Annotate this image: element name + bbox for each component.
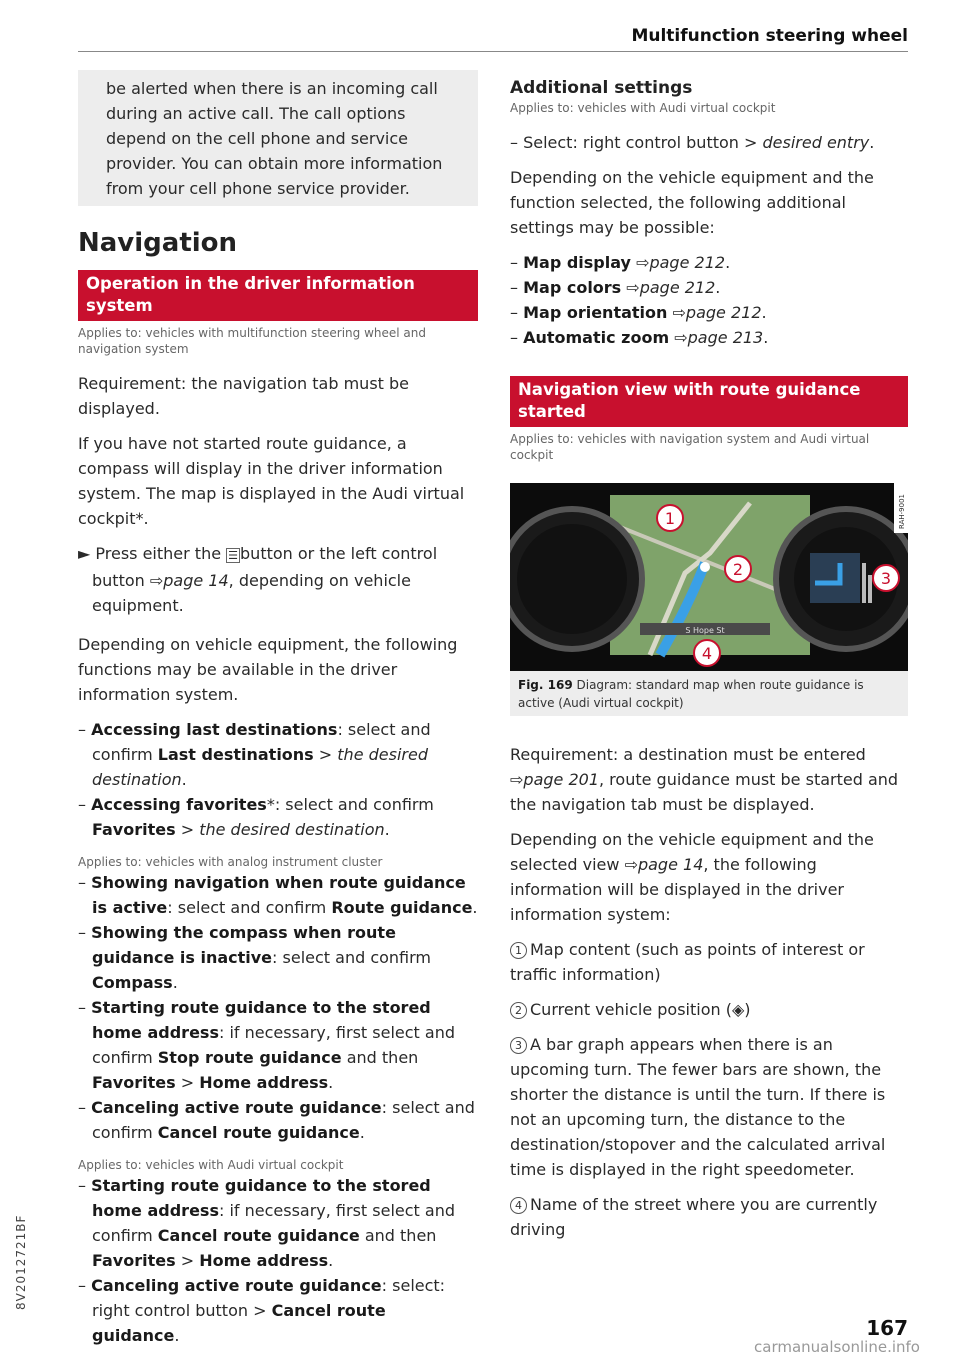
svg-text:4: 4 (701, 644, 713, 663)
document-code: 8V2012721BF (14, 1214, 28, 1310)
note-box: be alerted when there is an incoming call during an active call. The call options depend on the cell phone and service provider. You can obtain more information from your cell phone service provider. (78, 70, 478, 206)
vehicle-position-icon (700, 562, 710, 572)
section-title: Navigation (78, 228, 238, 258)
arrow-icon: ⇨ (149, 571, 164, 590)
turn-preview (810, 553, 860, 603)
list-item: – Map display ⇨page 212. (510, 253, 731, 272)
legend-item: 2 Current vehicle position (◈) (510, 997, 908, 1022)
arrow-icon: ⇨ (672, 303, 686, 322)
paragraph: Depending on the vehicle equipment and the function selected, the following additional settings may be possible: (510, 168, 874, 237)
list-item: – Showing the compass when route guidance is inactive: select and confirm Compass. (78, 923, 432, 992)
callout-number-icon: 4 (510, 1197, 527, 1214)
function-list (78, 717, 478, 842)
page-reference[interactable]: page 14 (637, 855, 704, 874)
figure-code: RAH-9001 (898, 494, 906, 529)
list-item: – Automatic zoom ⇨page 213. (510, 328, 769, 347)
page-reference[interactable]: page 212 (685, 303, 762, 322)
function-list (78, 1173, 478, 1348)
paragraph: Depending on vehicle equipment, the following functions may be available in the driver information system. (78, 635, 458, 704)
page-reference[interactable]: page 201 (523, 770, 599, 789)
page-reference[interactable]: page 212 (639, 278, 716, 297)
header-rule (78, 51, 908, 52)
applies-to: Applies to: vehicles with analog instrument cluster (78, 855, 383, 869)
legend-item: 4 Name of the street where you are currently driving (510, 1195, 878, 1239)
list-item: – Canceling active route guidance: select and confirm Cancel route guidance. (78, 1098, 475, 1142)
list-item: – Starting route guidance to the stored home address: if necessary, first select and confirm Cancel route guidance and then Favorites > Home address. (78, 1176, 456, 1270)
street-label: S Hope St (685, 626, 725, 635)
svg-text:1: 1 (664, 509, 676, 528)
paragraph: Requirement: a destination must be entered ⇨page 201, route guidance must be started and the navigation tab must be displayed. (510, 745, 899, 814)
figure-caption: Fig. 169 Diagram: standard map when route guidance is active (Audi virtual cockpit) (510, 671, 908, 716)
callout-1 (657, 505, 683, 531)
arrow-icon: ⇨ (636, 253, 650, 272)
list-item: – Accessing favorites*: select and confirm Favorites > the desired destination. (78, 795, 434, 839)
left-column (78, 70, 478, 1348)
subsection-title: Additional settings (510, 78, 693, 98)
red-section-header: Navigation view with route guidance started (510, 376, 908, 427)
paragraph: If you have not started route guidance, a compass will display in the driver information system. The map is displayed in the Audi virtual cockpit*. (78, 434, 465, 528)
applies-to: Applies to: vehicles with multifunction steering wheel and navigation system (78, 326, 426, 356)
right-column (510, 78, 908, 1242)
triangle-bullet-icon: ► (78, 544, 96, 563)
legend-item: 3 A bar graph appears when there is an upcoming turn. The fewer bars are shown, the shorter the distance is until the turn. If there is not an upcoming turn, the distance to the destination/stopover and the calculated arrival time is displayed in the right speedometer. (510, 1035, 886, 1179)
figure (510, 483, 908, 716)
list-item: – Accessing last destinations: select and confirm Last destinations > the desired destination. (78, 720, 431, 789)
page-number: 167 (866, 1316, 908, 1340)
instruction-bullet: ► Press either the ☰ button or the left control button ⇨page 14, depending on vehicle equipment. (78, 544, 438, 615)
callout-number-icon: 3 (510, 1037, 527, 1054)
callout-3 (873, 565, 899, 591)
watermark: carmanualsonline.info (754, 1338, 920, 1356)
applies-to: Applies to: vehicles with navigation system and Audi virtual cockpit (510, 432, 870, 462)
callout-2 (725, 556, 751, 582)
arrow-icon: ⇨ (674, 328, 688, 347)
list-item: – Showing navigation when route guidance is active: select and confirm Route guidance. (78, 873, 478, 917)
page-header-title: Multifunction steering wheel (631, 26, 908, 46)
list-item: – Map orientation ⇨page 212. (510, 303, 767, 322)
legend-list (510, 937, 908, 1242)
paragraph: Depending on the vehicle equipment and the selected view ⇨page 14, the following information will be displayed in the driver information system: (510, 830, 874, 924)
svg-text:2: 2 (732, 560, 744, 579)
arrow-icon: ⇨ (626, 278, 640, 297)
list-item: – Canceling active route guidance: select: right control button > Cancel route guidance. (78, 1276, 446, 1345)
list-item: – Map colors ⇨page 212. (510, 278, 721, 297)
callout-number-icon: 2 (510, 1002, 527, 1019)
cockpit-diagram (510, 483, 908, 671)
page-reference[interactable]: page 212 (649, 253, 726, 272)
select-instruction: – Select: right control button > desired entry. (510, 133, 875, 152)
applies-to: Applies to: vehicles with Audi virtual cockpit (78, 1158, 344, 1172)
page-reference[interactable]: page 213 (687, 328, 764, 347)
cockpit-svg (510, 483, 908, 671)
svg-text:3: 3 (880, 569, 892, 588)
applies-to: Applies to: vehicles with Audi virtual cockpit (510, 101, 776, 115)
red-section-header: Operation in the driver information system (78, 270, 478, 321)
callout-4 (694, 640, 720, 666)
menu-button-icon: ☰ (228, 549, 239, 562)
callout-number-icon: 1 (510, 942, 527, 959)
legend-item: 1 Map content (such as points of interest or traffic information) (510, 940, 865, 984)
arrow-icon: ⇨ (510, 770, 524, 789)
paragraph: Requirement: the navigation tab must be displayed. (78, 374, 410, 418)
arrow-icon: ⇨ (624, 855, 638, 874)
settings-list (510, 250, 908, 350)
function-list (78, 870, 478, 1145)
list-item: – Starting route guidance to the stored home address: if necessary, first select and confirm Stop route guidance and then Favorites > Home address. (78, 998, 456, 1092)
page-reference[interactable]: page 14 (163, 571, 229, 590)
